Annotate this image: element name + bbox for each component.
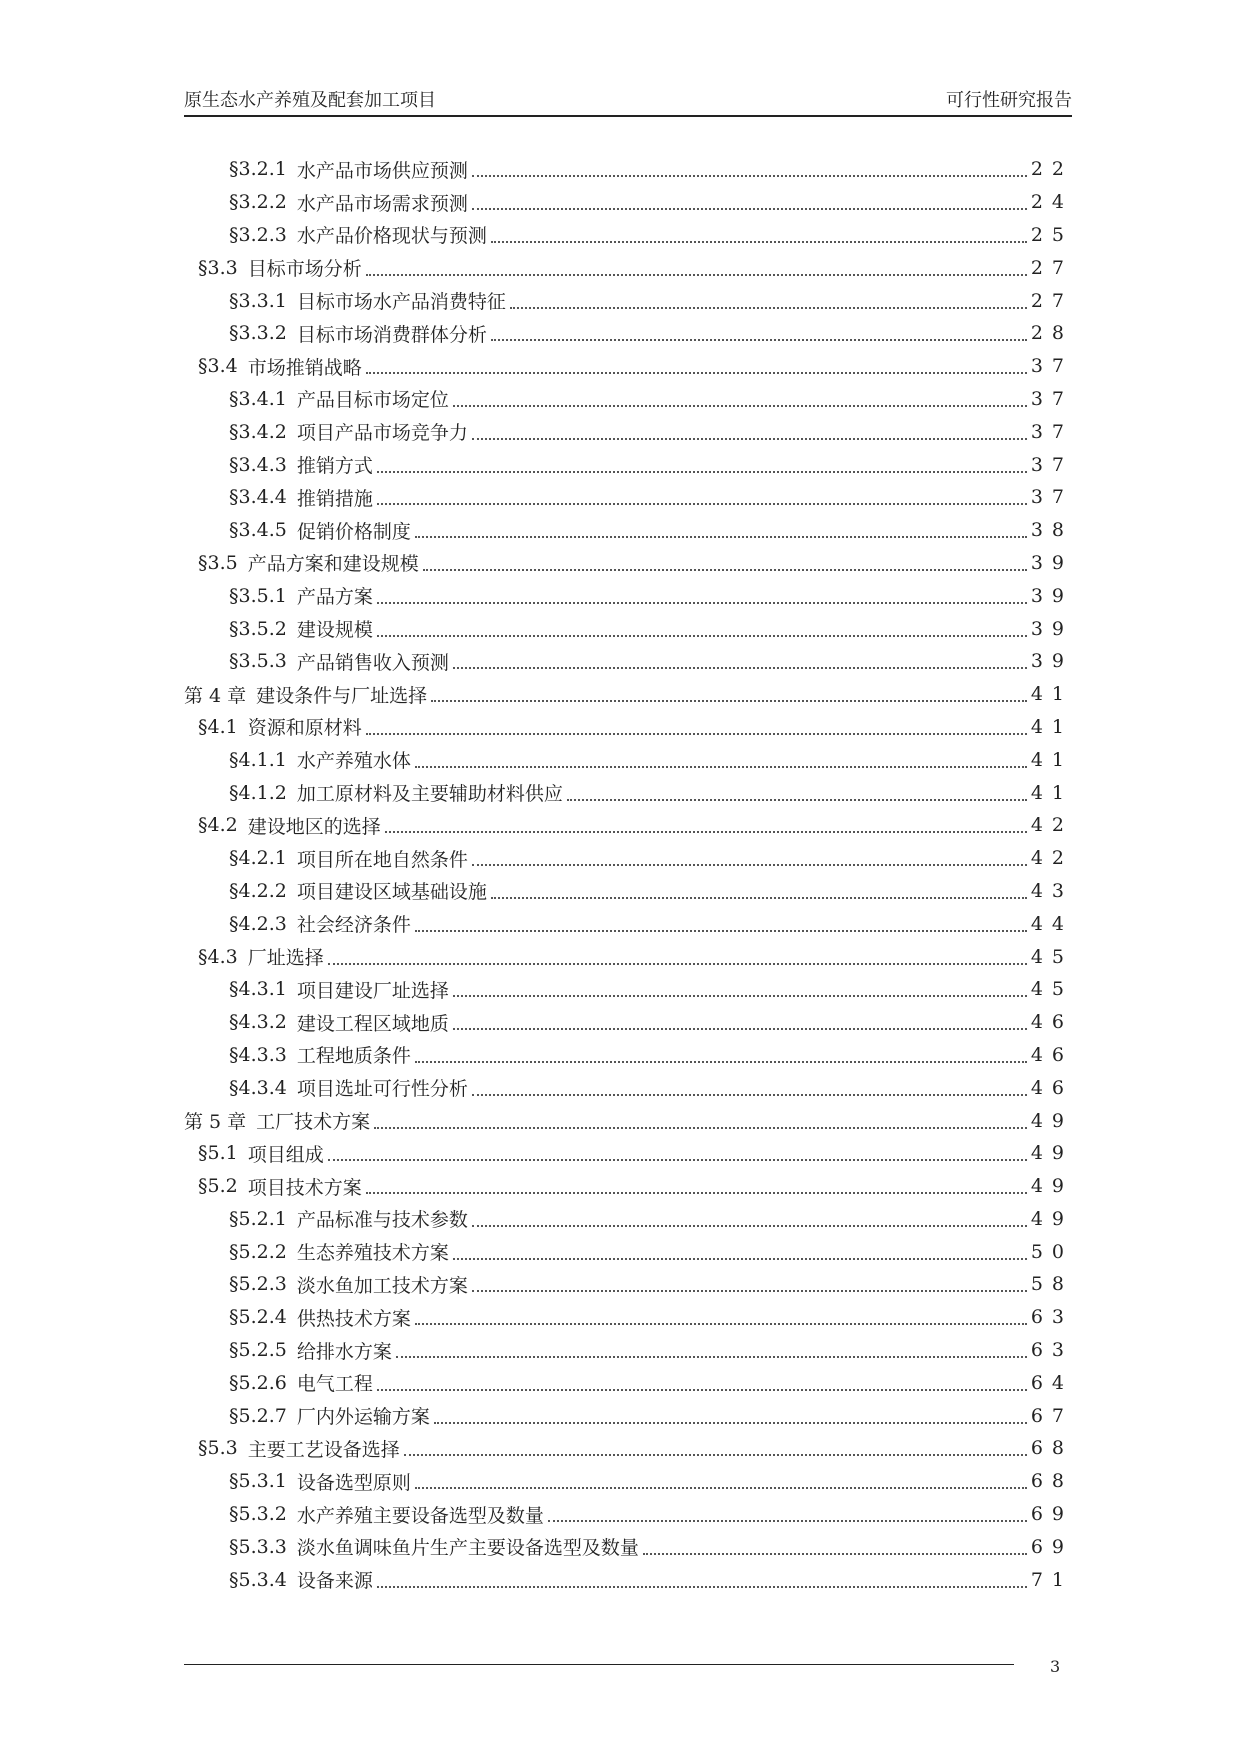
toc-entry-page: 39 [1030, 650, 1073, 673]
toc-entry-number: §3.4.5 [229, 519, 287, 542]
dot-leader [423, 569, 1027, 571]
dot-leader [472, 1290, 1027, 1292]
toc-entry[interactable] [184, 612, 1073, 645]
toc-entry-page: 63 [1030, 1339, 1073, 1362]
toc-entry[interactable] [184, 350, 1073, 383]
dot-leader [453, 1028, 1027, 1030]
table-of-contents [184, 153, 1073, 1596]
toc-entry-title: 淡水鱼调味鱼片生产主要设备选型及数量 [296, 1537, 639, 1560]
toc-entry-number: §5.1 [198, 1142, 238, 1165]
dot-leader [453, 667, 1027, 669]
toc-entry-number: §4.3.2 [229, 1011, 287, 1034]
toc-entry-title: 社会经济条件 [296, 914, 411, 937]
toc-entry-number: §3.3.1 [229, 289, 287, 312]
toc-entry-title: 建设规模 [296, 619, 373, 642]
toc-entry-page: 50 [1030, 1240, 1073, 1263]
toc-entry-title: 水产品市场供应预测 [296, 159, 468, 182]
toc-entry[interactable] [184, 1071, 1073, 1104]
toc-entry-number: §5.2.1 [229, 1207, 287, 1230]
toc-entry-page: 45 [1030, 978, 1073, 1001]
toc-entry-title: 项目组成 [247, 1143, 324, 1166]
toc-entry-page: 46 [1030, 1076, 1073, 1099]
toc-entry-number: §4.2.3 [229, 912, 287, 935]
toc-entry-number: §5.2.5 [229, 1339, 287, 1362]
toc-entry-number: §3.5.2 [229, 617, 287, 640]
toc-entry-title: 水产品市场需求预测 [296, 192, 468, 215]
toc-entry-title: 加工原材料及主要辅助材料供应 [296, 783, 563, 806]
dot-leader [328, 963, 1027, 965]
toc-entry[interactable] [184, 1006, 1073, 1039]
dot-leader [328, 1159, 1027, 1161]
toc-entry[interactable] [184, 514, 1073, 547]
toc-entry[interactable] [184, 809, 1073, 842]
toc-entry[interactable] [184, 1039, 1073, 1072]
toc-entry-number: §5.2.3 [229, 1273, 287, 1296]
toc-entry-number: §5.2.7 [229, 1404, 287, 1427]
dot-leader [415, 1323, 1027, 1325]
toc-entry[interactable] [184, 317, 1073, 350]
toc-entry-title: 产品目标市场定位 [296, 389, 449, 412]
toc-entry-page: 58 [1030, 1273, 1073, 1296]
dot-leader [491, 897, 1027, 899]
toc-entry-title: 厂址选择 [247, 947, 324, 970]
dot-leader [491, 339, 1027, 341]
dot-leader [374, 1127, 1027, 1129]
dot-leader [472, 1094, 1027, 1096]
toc-entry-title: 设备选型原则 [296, 1471, 411, 1494]
document-title: 原生态水产养殖及配套加工项目 [184, 90, 436, 111]
toc-entry-title: 供热技术方案 [296, 1307, 411, 1330]
toc-entry-title: 目标市场分析 [247, 258, 362, 281]
toc-entry-number: §3.5 [198, 551, 238, 574]
toc-entry-number: §3.2.3 [229, 223, 287, 246]
dot-leader [415, 536, 1027, 538]
toc-entry-page: 28 [1030, 322, 1073, 345]
toc-entry-number: §4.1.1 [229, 748, 287, 771]
dot-leader [415, 1487, 1027, 1489]
toc-entry-title: 推销方式 [296, 455, 373, 478]
footer-divider [184, 1664, 1014, 1665]
toc-entry-page: 67 [1030, 1404, 1073, 1427]
toc-entry-page: 41 [1030, 781, 1073, 804]
toc-entry-number: 第 4 章 [184, 684, 247, 707]
toc-entry-number: §5.2.2 [229, 1240, 287, 1263]
toc-entry[interactable] [184, 743, 1073, 776]
toc-entry-title: 项目技术方案 [247, 1176, 362, 1199]
toc-entry-number: §3.4.1 [229, 387, 287, 410]
toc-entry[interactable] [184, 1334, 1073, 1367]
running-header [184, 86, 1072, 116]
dot-leader [366, 274, 1027, 276]
dot-leader [434, 1422, 1027, 1424]
toc-entry-title: 项目产品市场竞争力 [296, 422, 468, 445]
toc-entry-page: 69 [1030, 1503, 1073, 1526]
toc-entry-page: 63 [1030, 1306, 1073, 1329]
toc-entry-title: 水产养殖水体 [296, 750, 411, 773]
toc-entry-page: 68 [1030, 1437, 1073, 1460]
toc-entry-number: §5.2 [198, 1175, 238, 1198]
toc-entry-page: 46 [1030, 1011, 1073, 1034]
dot-leader [453, 995, 1027, 997]
toc-entry-number: §5.3 [198, 1437, 238, 1460]
toc-entry-page: 43 [1030, 879, 1073, 902]
dot-leader [404, 1454, 1027, 1456]
toc-entry[interactable] [184, 481, 1073, 514]
toc-entry-title: 项目所在地自然条件 [296, 848, 468, 871]
dot-leader [453, 1258, 1027, 1260]
toc-entry-number: §4.2 [198, 814, 238, 837]
toc-entry-number: §3.3 [198, 256, 238, 279]
toc-entry[interactable] [184, 842, 1073, 875]
toc-entry-title: 水产品价格现状与预测 [296, 225, 487, 248]
toc-entry-page: 42 [1030, 847, 1073, 870]
toc-entry[interactable] [184, 1366, 1073, 1399]
toc-entry-page: 49 [1030, 1207, 1073, 1230]
toc-entry-page: 41 [1030, 748, 1073, 771]
toc-entry-page: 39 [1030, 617, 1073, 640]
page-number: 3 [1050, 1657, 1061, 1676]
toc-entry[interactable] [184, 1268, 1073, 1301]
toc-entry-number: §3.4.4 [229, 486, 287, 509]
toc-entry[interactable] [184, 776, 1073, 809]
toc-entry-page: 64 [1030, 1371, 1073, 1394]
toc-entry-title: 产品方案和建设规模 [247, 553, 419, 576]
toc-entry-title: 电气工程 [296, 1373, 373, 1396]
dot-leader [472, 438, 1027, 440]
toc-entry[interactable] [184, 1203, 1073, 1236]
toc-entry-number: §3.5.3 [229, 650, 287, 673]
header-divider [184, 115, 1072, 117]
toc-entry-number: §3.2.1 [229, 158, 287, 181]
dot-leader [472, 175, 1027, 177]
dot-leader [472, 208, 1027, 210]
toc-entry[interactable] [184, 153, 1073, 186]
toc-entry-title: 设备来源 [296, 1570, 373, 1593]
toc-entry-title: 项目建设区域基础设施 [296, 881, 487, 904]
toc-entry-page: 39 [1030, 584, 1073, 607]
dot-leader [431, 700, 1027, 702]
toc-entry[interactable] [184, 1170, 1073, 1203]
toc-entry-number: §5.2.6 [229, 1371, 287, 1394]
report-type: 可行性研究报告 [946, 90, 1072, 111]
toc-entry-title: 推销措施 [296, 487, 373, 510]
toc-entry-number: 第 5 章 [184, 1111, 247, 1133]
toc-entry-number: §4.3.1 [229, 978, 287, 1001]
dot-leader [510, 307, 1027, 309]
toc-entry-page: 46 [1030, 1043, 1073, 1066]
toc-entry-page: 27 [1030, 289, 1073, 312]
toc-entry-number: §3.4.3 [229, 453, 287, 476]
dot-leader [377, 1389, 1027, 1391]
dot-leader [567, 799, 1027, 801]
toc-entry-title: 项目建设厂址选择 [296, 979, 449, 1002]
toc-entry-title: 建设工程区域地质 [296, 1012, 449, 1035]
dot-leader [472, 1225, 1027, 1227]
toc-entry[interactable] [184, 219, 1073, 252]
toc-entry-number: §5.3.1 [229, 1470, 287, 1493]
toc-entry-page: 44 [1030, 912, 1073, 935]
dot-leader [385, 831, 1027, 833]
toc-entry-title: 促销价格制度 [296, 520, 411, 543]
toc-entry-title: 淡水鱼加工技术方案 [296, 1274, 468, 1297]
toc-entry-number: §5.3.3 [229, 1535, 287, 1558]
toc-entry[interactable] [184, 940, 1073, 973]
toc-entry-number: §4.3 [198, 945, 238, 968]
dot-leader [366, 1192, 1027, 1194]
toc-entry[interactable] [184, 1104, 1073, 1137]
toc-entry[interactable] [184, 579, 1073, 612]
dot-leader [366, 733, 1027, 735]
toc-entry-title: 建设地区的选择 [247, 815, 381, 838]
toc-entry[interactable] [184, 1399, 1073, 1432]
toc-entry[interactable] [184, 1498, 1073, 1531]
toc-entry-page: 37 [1030, 486, 1073, 509]
toc-entry-number: §4.2.1 [229, 847, 287, 870]
dot-leader [396, 1356, 1027, 1358]
toc-entry[interactable] [184, 1235, 1073, 1268]
toc-entry-title: 产品标准与技术参数 [296, 1209, 468, 1232]
toc-entry-page: 27 [1030, 256, 1073, 279]
dot-leader [415, 766, 1027, 768]
toc-entry-page: 37 [1030, 387, 1073, 410]
toc-entry[interactable] [184, 1465, 1073, 1498]
toc-entry-page: 49 [1030, 1109, 1073, 1132]
toc-entry-page: 49 [1030, 1142, 1073, 1165]
dot-leader [415, 930, 1027, 932]
dot-leader [377, 1586, 1027, 1588]
toc-entry-page: 39 [1030, 551, 1073, 574]
toc-entry-title: 市场推销战略 [247, 356, 362, 379]
toc-entry-page: 41 [1030, 683, 1073, 706]
toc-entry-page: 41 [1030, 715, 1073, 738]
toc-entry-title: 主要工艺设备选择 [247, 1438, 400, 1461]
dot-leader [643, 1553, 1027, 1555]
toc-entry-title: 目标市场消费群体分析 [296, 323, 487, 346]
toc-entry-number: §5.2.4 [229, 1306, 287, 1329]
toc-entry-number: §4.1.2 [229, 781, 287, 804]
toc-entry-number: §4.1 [198, 715, 238, 738]
toc-entry[interactable] [184, 645, 1073, 678]
toc-entry-title: 工程地质条件 [296, 1045, 411, 1068]
dot-leader [377, 602, 1027, 604]
toc-entry-page: 42 [1030, 814, 1073, 837]
dot-leader [377, 471, 1027, 473]
toc-entry[interactable] [184, 1563, 1073, 1596]
toc-entry[interactable] [184, 973, 1073, 1006]
toc-entry-title: 产品销售收入预测 [296, 651, 449, 674]
toc-entry-number: §3.4.2 [229, 420, 287, 443]
toc-entry-number: §3.3.2 [229, 322, 287, 345]
toc-entry[interactable] [184, 711, 1073, 744]
toc-entry-page: 37 [1030, 453, 1073, 476]
toc-entry-title: 给排水方案 [296, 1340, 392, 1363]
toc-entry[interactable] [184, 1432, 1073, 1465]
toc-entry[interactable] [184, 1301, 1073, 1334]
dot-leader [366, 372, 1027, 374]
toc-entry[interactable] [184, 1530, 1073, 1563]
toc-entry-number: §5.3.2 [229, 1503, 287, 1526]
toc-entry-page: 69 [1030, 1535, 1073, 1558]
toc-entry-page: 38 [1030, 519, 1073, 542]
dot-leader [491, 241, 1027, 243]
toc-entry-title: 项目选址可行性分析 [296, 1078, 468, 1101]
toc-entry[interactable] [184, 448, 1073, 481]
toc-entry-number: §5.3.4 [229, 1568, 287, 1591]
toc-entry-title: 资源和原材料 [247, 717, 362, 740]
toc-entry-title: 建设条件与厂址选择 [256, 684, 428, 707]
toc-entry-number: §3.4 [198, 355, 238, 378]
dot-leader [472, 864, 1027, 866]
toc-entry-page: 24 [1030, 191, 1073, 214]
toc-entry[interactable] [184, 415, 1073, 448]
toc-entry-number: §4.2.2 [229, 879, 287, 902]
toc-entry-title: 生态养殖技术方案 [296, 1242, 449, 1265]
toc-entry[interactable] [184, 875, 1073, 908]
toc-entry-number: §3.5.1 [229, 584, 287, 607]
toc-entry-title: 工厂技术方案 [256, 1111, 371, 1133]
toc-entry[interactable] [184, 251, 1073, 284]
toc-entry-page: 22 [1030, 158, 1073, 181]
toc-entry[interactable] [184, 186, 1073, 219]
toc-entry[interactable] [184, 678, 1073, 711]
toc-entry-title: 产品方案 [296, 586, 373, 609]
dot-leader [548, 1520, 1027, 1522]
toc-entry[interactable] [184, 907, 1073, 940]
toc-entry-title: 目标市场水产品消费特征 [296, 291, 506, 314]
toc-entry[interactable] [184, 284, 1073, 317]
toc-entry-title: 厂内外运输方案 [296, 1406, 430, 1429]
toc-entry-number: §4.3.3 [229, 1043, 287, 1066]
toc-entry-number: §3.2.2 [229, 191, 287, 214]
toc-entry-page: 71 [1030, 1568, 1073, 1591]
toc-entry[interactable] [184, 1137, 1073, 1170]
dot-leader [377, 503, 1027, 505]
toc-entry-number: §4.3.4 [229, 1076, 287, 1099]
dot-leader [453, 405, 1027, 407]
toc-entry-page: 45 [1030, 945, 1073, 968]
toc-entry-title: 水产养殖主要设备选型及数量 [296, 1504, 544, 1527]
toc-entry-page: 37 [1030, 355, 1073, 378]
toc-entry[interactable] [184, 383, 1073, 416]
toc-entry-page: 25 [1030, 223, 1073, 246]
toc-entry-page: 37 [1030, 420, 1073, 443]
toc-entry-page: 49 [1030, 1175, 1073, 1198]
dot-leader [377, 635, 1027, 637]
dot-leader [415, 1061, 1027, 1063]
toc-entry-page: 68 [1030, 1470, 1073, 1493]
toc-entry[interactable] [184, 547, 1073, 580]
